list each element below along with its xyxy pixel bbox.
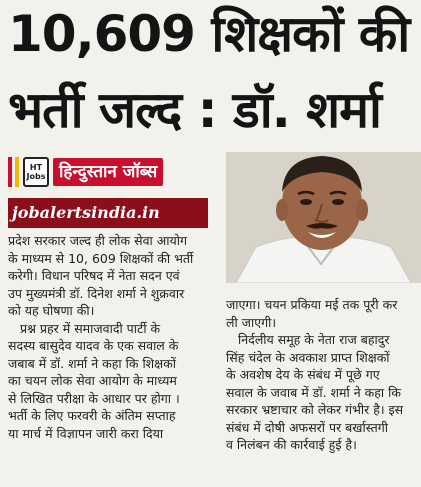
article-column-left [8, 232, 216, 442]
watermark: jobalertsindia.in [8, 198, 208, 228]
brand-yellow-bar [15, 157, 19, 187]
article-line: ली जाएगी। [226, 314, 277, 330]
ht-jobs-logo-icon: HT Jobs [23, 157, 49, 187]
brand-name: हिन्दुस्तान जॉब्स [53, 158, 163, 186]
article-line: निर्दलीय समूह के नेता राज बहादुर [238, 332, 390, 347]
article-line: या मार्च में विज्ञापन जारी करा दिया [8, 425, 164, 441]
article-line: जाएगा। चयन प्रकिया मई तक पूरी कर [226, 297, 398, 312]
article-line: को यह घोषणा की। [8, 303, 95, 318]
article-line: जबाब में डॉ. शर्मा ने कहा कि शिक्षकों [8, 355, 176, 371]
article-line: व निलंबन की कार्रवाई हुई है। [226, 437, 357, 452]
article-line: सरकार भ्रष्टाचार को लेकर गंभीर है। इस [226, 402, 404, 417]
article-line: के माध्यम से 10, 609 शिक्षकों की भर्ती [8, 250, 194, 266]
article-line: करेगी। विधान परिषद में नेता सदन एवं [8, 268, 180, 283]
brand-banner [8, 152, 213, 192]
brand-red-bar [8, 157, 12, 187]
article-line: का चयन लोक सेवा आयोग के माध्यम [8, 373, 177, 388]
article-line: से लिखित परीक्षा के आधार पर होगा । [8, 390, 180, 406]
article-line: उप मुख्यमंत्री डॉ. दिनेश शर्मा ने शुक्रवार [8, 285, 185, 301]
article-column-right [226, 296, 421, 454]
article-line: सदस्य बासुदेव यादव के एक सवाल के [8, 338, 179, 353]
article-line: संबंध में दोषी अफसरों पर बर्खास्तगी [226, 419, 389, 435]
portrait-photo [226, 152, 421, 283]
article-line: भर्ती के लिए फरवरी के अंतिम सप्ताह [8, 408, 176, 423]
headline-line-1: 10,609 शिक्षकों की [8, 5, 410, 63]
article-line: प्रश्न प्रहर में समाजवादी पार्टी के [20, 320, 161, 336]
article-line: सवाल के जवाब में डॉ. शर्मा ने कहा कि [226, 384, 401, 400]
headline-line-2: भर्ती जल्द : डॉ. शर्मा [8, 81, 381, 139]
article-line: प्रदेश सरकार जल्द ही लोक सेवा आयोग [8, 233, 188, 248]
person-portrait-icon [226, 152, 421, 283]
article-line: सिंह चंदेल के अवकाश प्राप्त शिक्षकों [226, 349, 390, 365]
article-line: के अवशेष देय के संबंध में पूछे गए [226, 367, 380, 382]
